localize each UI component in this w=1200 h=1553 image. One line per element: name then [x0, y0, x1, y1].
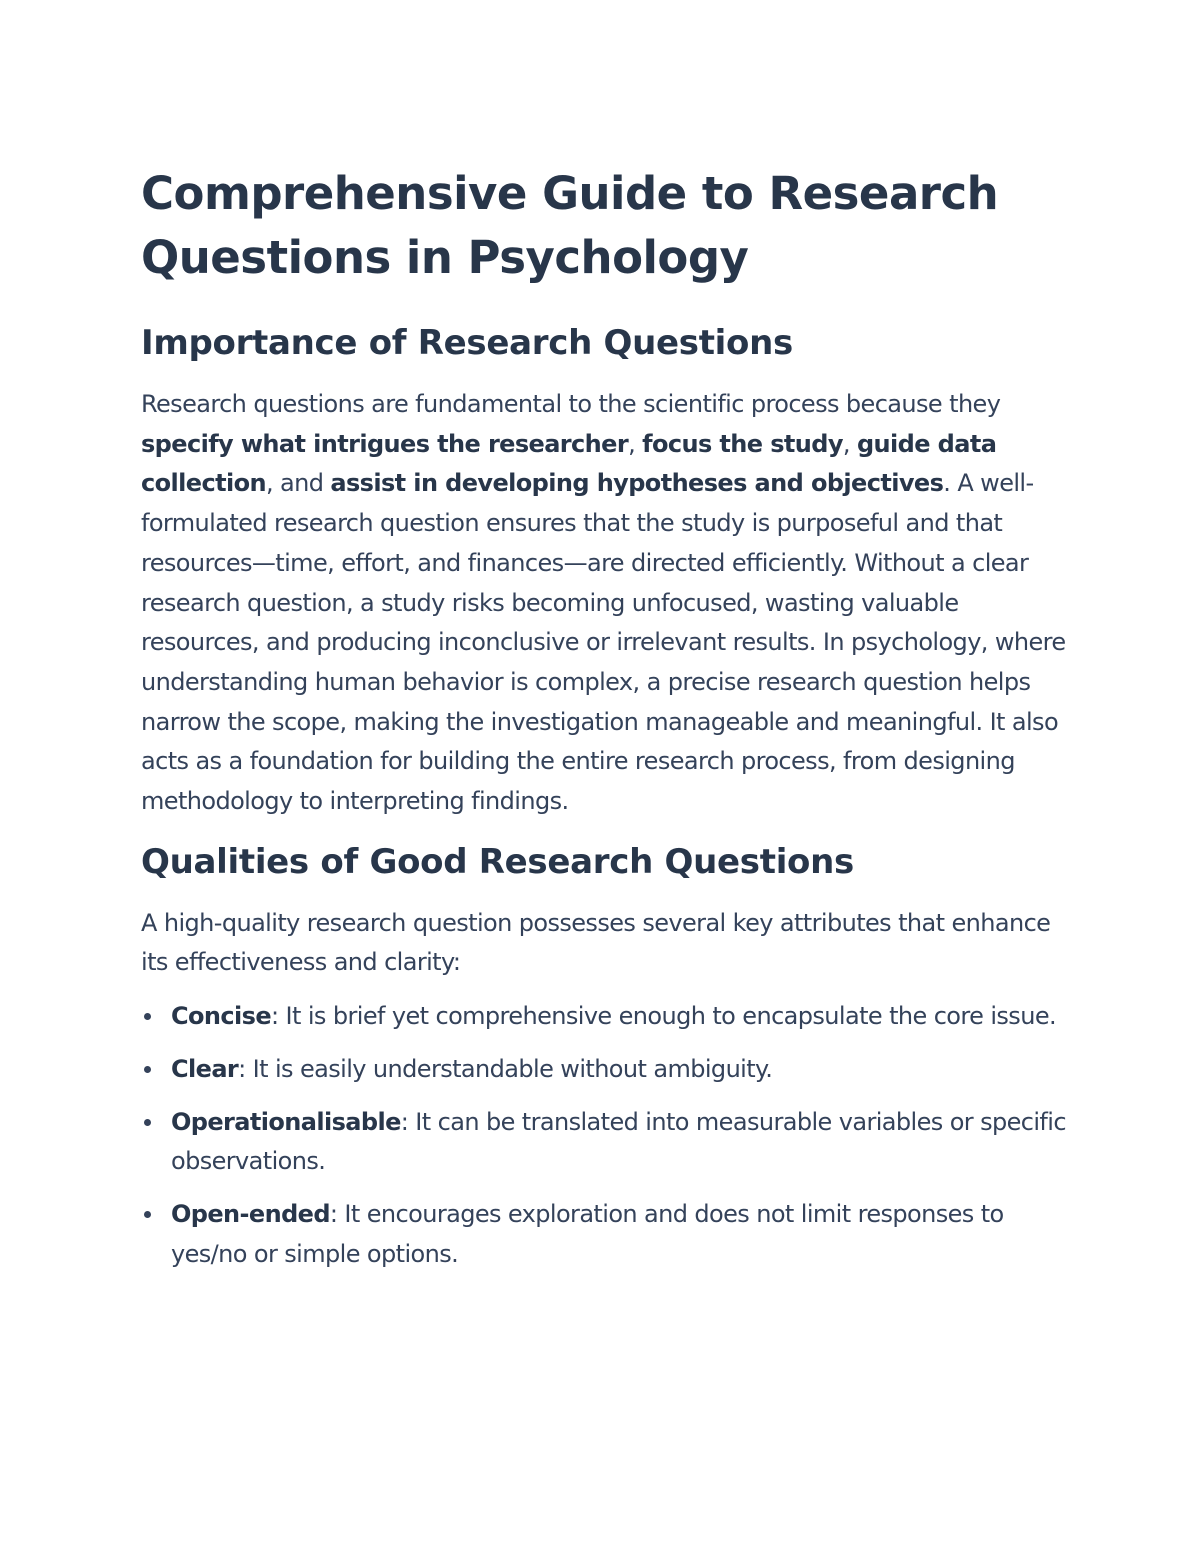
bullet-icon: [144, 1066, 151, 1073]
list-item: [141, 1103, 1066, 1182]
document-page: [141, 162, 1066, 1287]
importance-paragraph: [141, 385, 1066, 822]
section-heading-qualities: Qualities of Good Research Questions: [141, 841, 854, 882]
document-title: Comprehensive Guide to Research Questions in Psychology: [141, 167, 999, 284]
emphasis-focus: focus the study: [642, 429, 843, 458]
qualities-list: [141, 997, 1066, 1274]
emphasis-assist: assist in developing hypotheses and objectives: [330, 469, 944, 498]
quality-description: : It encourages exploration and does not limit responses to yes/no or simple options.: [171, 1199, 1004, 1268]
quality-term: Concise: [171, 1002, 272, 1031]
bullet-icon: [144, 1013, 151, 1020]
emphasis-specify: specify what intrigues the researcher: [141, 429, 629, 458]
quality-term: Open-ended: [171, 1199, 330, 1228]
list-item: [141, 1050, 1066, 1090]
list-item: [141, 997, 1066, 1037]
quality-term: Clear: [171, 1054, 239, 1083]
bullet-icon: [144, 1119, 151, 1126]
paragraph-text: Research questions are fundamental to the scientific process because they: [141, 390, 1001, 418]
quality-description: : It is brief yet comprehensive enough to encapsulate the core issue.: [271, 1002, 1057, 1031]
paragraph-text: ,: [628, 429, 643, 458]
paragraph-text: ,: [842, 429, 857, 458]
emphasis-guide: guide data collection: [141, 429, 997, 498]
bullet-icon: [144, 1211, 151, 1218]
quality-description: : It can be translated into measurable variables or specific observations.: [171, 1107, 1066, 1176]
section-heading-importance: Importance of Research Questions: [141, 323, 793, 363]
paragraph-text: . A well-formulated research question ensures that the study is purposeful and that resources—time, effort, and finances—are directed efficiently. Without a clear research question, a study risks becoming unfocused, wasting valuable resources, and producing inconclusive or irrelevant results. In psychology, where understanding human behavior is complex, a precise research question helps narrow the scope, making the investigation manageable and meaningful. It also acts as a foundation for building the entire research process, from designing methodology to interpreting findings.: [141, 469, 1066, 816]
list-item: [141, 1195, 1066, 1274]
quality-description: : It is easily understandable without ambiguity.: [238, 1054, 773, 1083]
qualities-intro: A high-quality research question possesses several key attributes that enhance its effectiveness and clarity:: [141, 908, 1051, 977]
quality-term: Operationalisable: [171, 1107, 401, 1136]
paragraph-text: , and: [265, 469, 331, 498]
